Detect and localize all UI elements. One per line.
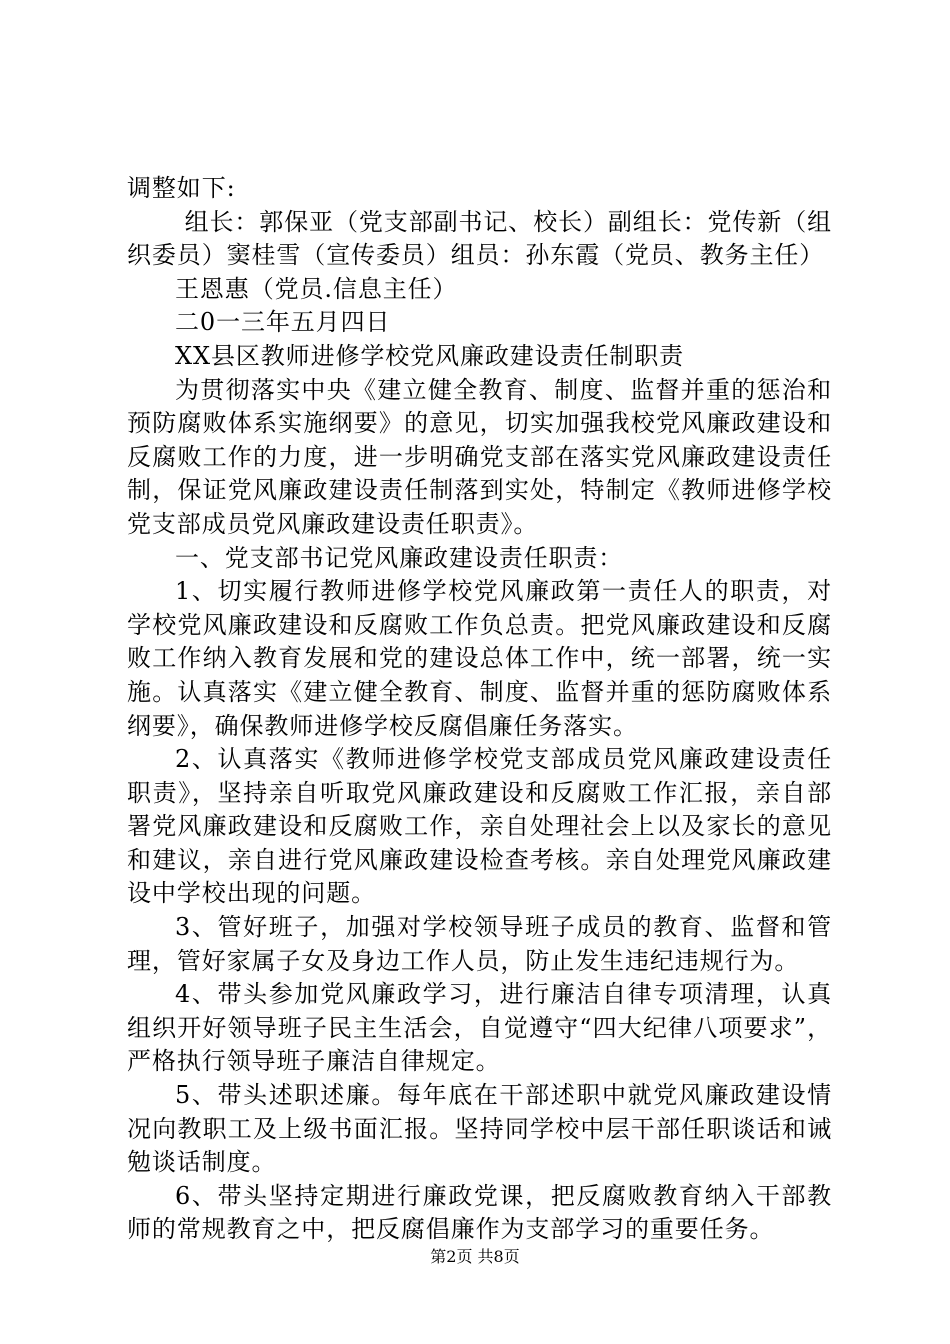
body-paragraph: 6、带头坚持定期进行廉政党课，把反腐败教育纳入干部教师的常规教育之中，把反腐倡廉作为支部学习的重要任务。 — [127, 1181, 832, 1244]
page-number-label: 第2页 共8页 — [430, 1247, 520, 1266]
body-paragraph: 调整如下: — [127, 174, 236, 202]
body-paragraph: 组长：郭保亚（党支部副书记、校长）副组长：党传新（组织委员）窦桂雪（宣传委员）组员：孙东霞（党员、教务主任） — [127, 207, 832, 270]
body-paragraph: 二0一三年五月四日 — [175, 308, 391, 337]
document-body — [127, 172, 832, 1247]
body-paragraph: 2、认真落实《教师进修学校党支部成员党风廉政建设责任职责》，坚持亲自听取党风廉政建设和反腐败工作汇报，亲自部署党风廉政建设和反腐败工作，亲自处理社会上以及家长的意见和建议，亲自进行党风廉政建设检查考核。亲自处理党风廉政建设中学校出现的问题。 — [127, 745, 832, 908]
body-paragraph: 为贯彻落实中央《建立健全教育、制度、监督并重的惩治和预防腐败体系实施纲要》的意见，切实加强我校党风廉政建设和反腐败工作的力度，进一步明确党支部在落实党风廉政建设责任制，保证党风廉政建设责任制落到实处，特制定《教师进修学校党支部成员党风廉政建设责任职责》。 — [127, 375, 832, 538]
body-paragraph: 一、党支部书记党风廉政建设责任职责： — [175, 543, 624, 572]
body-paragraph: 1、切实履行教师进修学校党风廉政第一责任人的职责，对学校党风廉政建设和反腐败工作负总责。把党风廉政建设和反腐败工作纳入教育发展和党的建设总体工作中，统一部署，统一实施。认真落实《建立健全教育、制度、监督并重的惩防腐败体系纲要》，确保教师进修学校反腐倡廉任务落实。 — [127, 577, 832, 740]
page-footer — [0, 1244, 950, 1267]
body-paragraph: 3、管好班子，加强对学校领导班子成员的教育、监督和管理，管好家属子女及身边工作人员，防止发生违纪违规行为。 — [127, 913, 832, 975]
body-paragraph: 王恩惠（党员.信息主任） — [175, 274, 458, 303]
body-paragraph: XX县区教师进修学校党风廉政建设责任制职责 — [175, 341, 685, 370]
body-paragraph: 4、带头参加党风廉政学习，进行廉洁自律专项清理，认真组织开好领导班子民主生活会，自觉遵守“四大纪律八项要求”，严格执行领导班子廉洁自律规定。 — [127, 980, 832, 1076]
body-paragraph: 5、带头述职述廉。每年底在干部述职中就党风廉政建设情况向教职工及上级书面汇报。坚持同学校中层干部任职谈话和诫勉谈话制度。 — [127, 1081, 832, 1177]
